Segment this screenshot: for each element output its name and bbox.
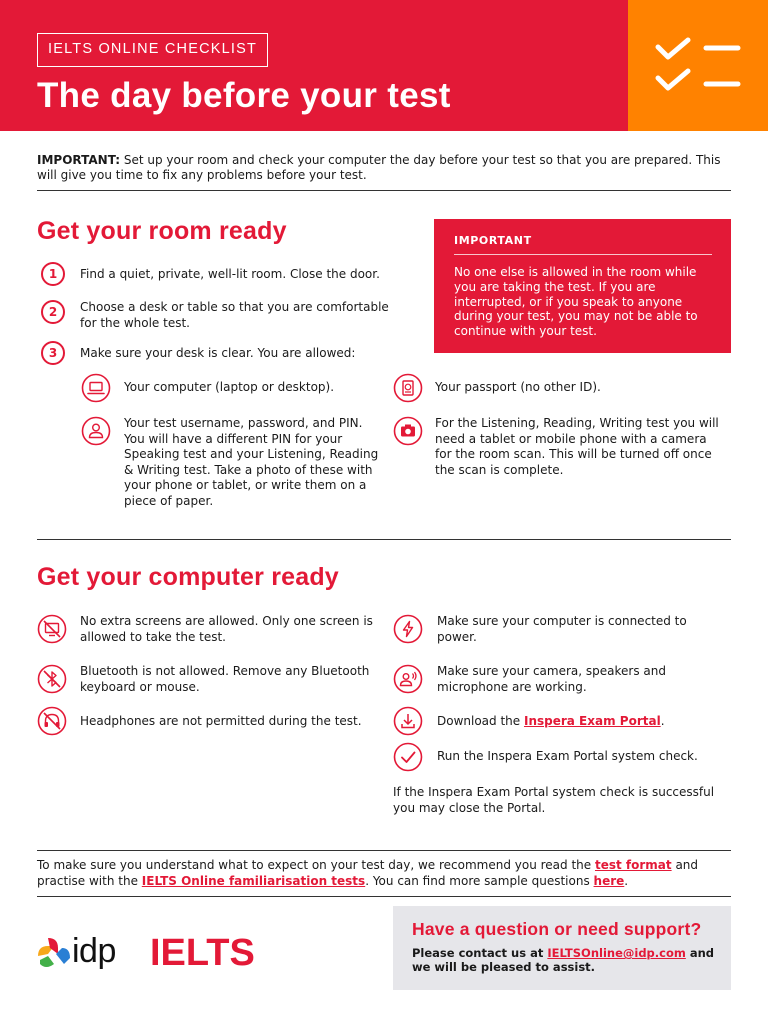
step-1-text: Find a quiet, private, well-lit room. Close the door. (80, 267, 380, 281)
download-text-after: . (660, 714, 665, 728)
important-box-title: IMPORTANT (454, 234, 532, 247)
familiarisation-tests-link[interactable]: IELTS Online familiarisation tests (141, 873, 366, 888)
step-number-1: 1 (41, 262, 65, 286)
download-icon (393, 706, 423, 736)
page-title: The day before your test (37, 76, 451, 115)
no-bluetooth-text: Bluetooth is not allowed. Remove any Bluetooth keyboard or mouse. (80, 664, 370, 694)
divider (37, 539, 731, 540)
system-check-note: If the Inspera Exam Portal system check is successful you may close the Portal. (393, 785, 715, 815)
camera-speaker-icon (393, 664, 423, 694)
allowed-credentials-text: Your test username, password, and PIN. You will have a different PIN for your Speaking test and your Listening, Reading & Writing test. Take a photo of these with your phone or tablet, or write them on a piece of paper. (124, 416, 379, 508)
intro-label: IMPORTANT: (37, 153, 121, 167)
checklist-tag: IELTS ONLINE CHECKLIST (37, 33, 268, 67)
divider (37, 190, 731, 191)
no-headphones-icon (37, 706, 67, 736)
system-check-text: Run the Inspera Exam Portal system check. (437, 749, 698, 763)
checklist-icon (628, 0, 768, 131)
intro-text: Set up your room and check your computer the day before your test so that you are prepared. This will give you time to fix any problems before your test. (37, 153, 721, 182)
step-3-text: Make sure your desk is clear. You are allowed: (80, 346, 356, 360)
step-number-3: 3 (41, 341, 65, 365)
idp-wordmark: idp (72, 932, 116, 970)
footer-text-4: . (624, 873, 629, 888)
support-text-after: and we will be pleased to assist. (412, 946, 715, 974)
step-2-text: Choose a desk or table so that you are comfortable for the whole test. (80, 300, 389, 330)
important-box-text: No one else is allowed in the room while you are taking the test. If you are interrupted, or if you speak to anyone during your test, you may not be able to continue with your test. (454, 265, 698, 339)
passport-icon (393, 373, 423, 403)
header-icon-panel (628, 0, 768, 131)
divider (37, 850, 731, 851)
allowed-passport-text: Your passport (no other ID). (435, 380, 601, 394)
important-box-divider (454, 254, 712, 255)
camera-speaker-text: Make sure your camera, speakers and microphone are working. (437, 664, 666, 694)
sample-questions-link[interactable]: here (593, 873, 625, 888)
user-icon (81, 416, 111, 446)
no-bluetooth-icon (37, 664, 67, 694)
allowed-camera-text: For the Listening, Reading, Writing test you will need a tablet or mobile phone with a camera for the room scan. This will be turned off once the scan is complete. (435, 416, 719, 477)
camera-icon (393, 416, 423, 446)
divider (37, 896, 731, 897)
important-box (434, 219, 731, 353)
power-text: Make sure your computer is connected to power. (437, 614, 687, 644)
support-text (412, 946, 722, 974)
support-text-before: Please contact us at (412, 946, 548, 960)
footer-paragraph (37, 858, 731, 889)
footer-text-1: To make sure you understand what to expect on your test day, we recommend you read the (37, 858, 595, 872)
footer-text-2: and practise with the (37, 858, 699, 888)
support-box (393, 906, 731, 990)
download-text (437, 714, 727, 730)
idp-logo-icon (34, 934, 74, 974)
inspera-portal-link[interactable]: Inspera Exam Portal (523, 714, 661, 728)
check-icon (393, 742, 423, 772)
laptop-icon (81, 373, 111, 403)
support-title: Have a question or need support? (412, 919, 702, 939)
footer-text-3: . You can find more sample questions (365, 873, 594, 888)
step-number-2: 2 (41, 300, 65, 324)
support-email-link[interactable]: IELTSOnline@idp.com (547, 946, 686, 960)
no-headphones-text: Headphones are not permitted during the test. (80, 714, 362, 728)
allowed-computer-text: Your computer (laptop or desktop). (124, 380, 335, 394)
test-format-link[interactable]: test format (594, 858, 672, 872)
computer-heading: Get your computer ready (37, 563, 339, 591)
no-screen-icon (37, 614, 67, 644)
intro-paragraph (37, 153, 727, 183)
power-icon (393, 614, 423, 644)
ielts-wordmark: IELTS (150, 932, 255, 974)
room-heading: Get your room ready (37, 217, 287, 245)
download-text-before: Download the (437, 714, 524, 728)
no-screen-text: No extra screens are allowed. Only one screen is allowed to take the test. (80, 614, 373, 644)
